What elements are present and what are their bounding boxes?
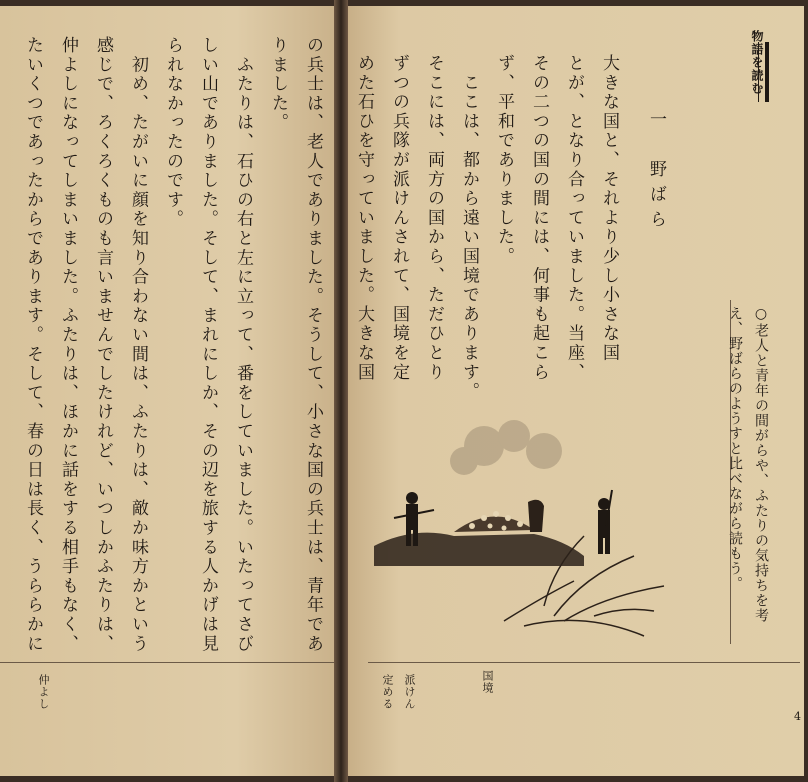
left-line: りました。 (268, 36, 288, 133)
gloss-sadameru: 定める (381, 674, 394, 710)
page-number: 4 (794, 710, 801, 723)
book-gutter (334, 0, 348, 782)
tab-label: 物語を読む (750, 30, 764, 95)
side-note (710, 306, 774, 636)
soldiers-illustration (354, 406, 694, 646)
gloss-nakayoshi: 仲よし (37, 674, 50, 710)
left-line: 初め、たがいに顔を知り合わない間は、ふたりは、敵か味方かという (128, 36, 148, 654)
right-body-text (354, 54, 626, 402)
side-note-line: え、野ばらのようすと比べながら読もう。 (727, 306, 743, 591)
left-line: 仲よしになってしまいました。ふたりは、ほかに話をする相手もなく、 (58, 36, 78, 654)
right-line: とが、となり合っていました。当座、 (564, 54, 584, 383)
left-line: の兵士は、老人でありました。そうして、小さな国の兵士は、青年であ (303, 36, 323, 654)
left-line: しい山でありました。そして、まれにしか、その辺を旅する人かげは見 (198, 36, 218, 654)
footnote-divider (0, 662, 336, 663)
right-line: ずつの兵隊が派けんされて、国境を定 (389, 54, 409, 383)
right-line: めた石ひを守っていました。大きな国 (354, 54, 374, 383)
left-line: ふたりは、石ひの右と左に立って、番をしていました。いたってさび (233, 36, 253, 654)
left-line: たいくつであったからであります。そして、春の日は長く、うららかに (23, 36, 43, 654)
left-body-text (4, 36, 330, 654)
right-line: その二つの国の間には、何事も起こら (529, 54, 549, 383)
right-page (344, 6, 804, 776)
gloss-kokkyou: 国境 (481, 670, 494, 694)
left-line: 感じで、ろくろくものも言いませんでしたけれど、いつしかふたりは、 (93, 36, 113, 654)
right-line: ここは、都から遠い国境であります。 (459, 54, 479, 402)
footnote-divider (368, 662, 800, 663)
right-line: ず、平和でありました。 (494, 54, 514, 267)
gloss-haken: 派けん (403, 674, 416, 710)
left-line: られなかったのです。 (163, 36, 183, 229)
section-title: 一 野ばら (646, 110, 666, 235)
right-line: 大きな国と、それより少し小さな国 (599, 54, 619, 363)
left-page (0, 6, 338, 776)
right-line: そこには、両方の国から、ただひとり (424, 54, 444, 383)
side-note-line: ○老人と青年の間がらや、ふたりの気持ちを考 (753, 306, 769, 623)
